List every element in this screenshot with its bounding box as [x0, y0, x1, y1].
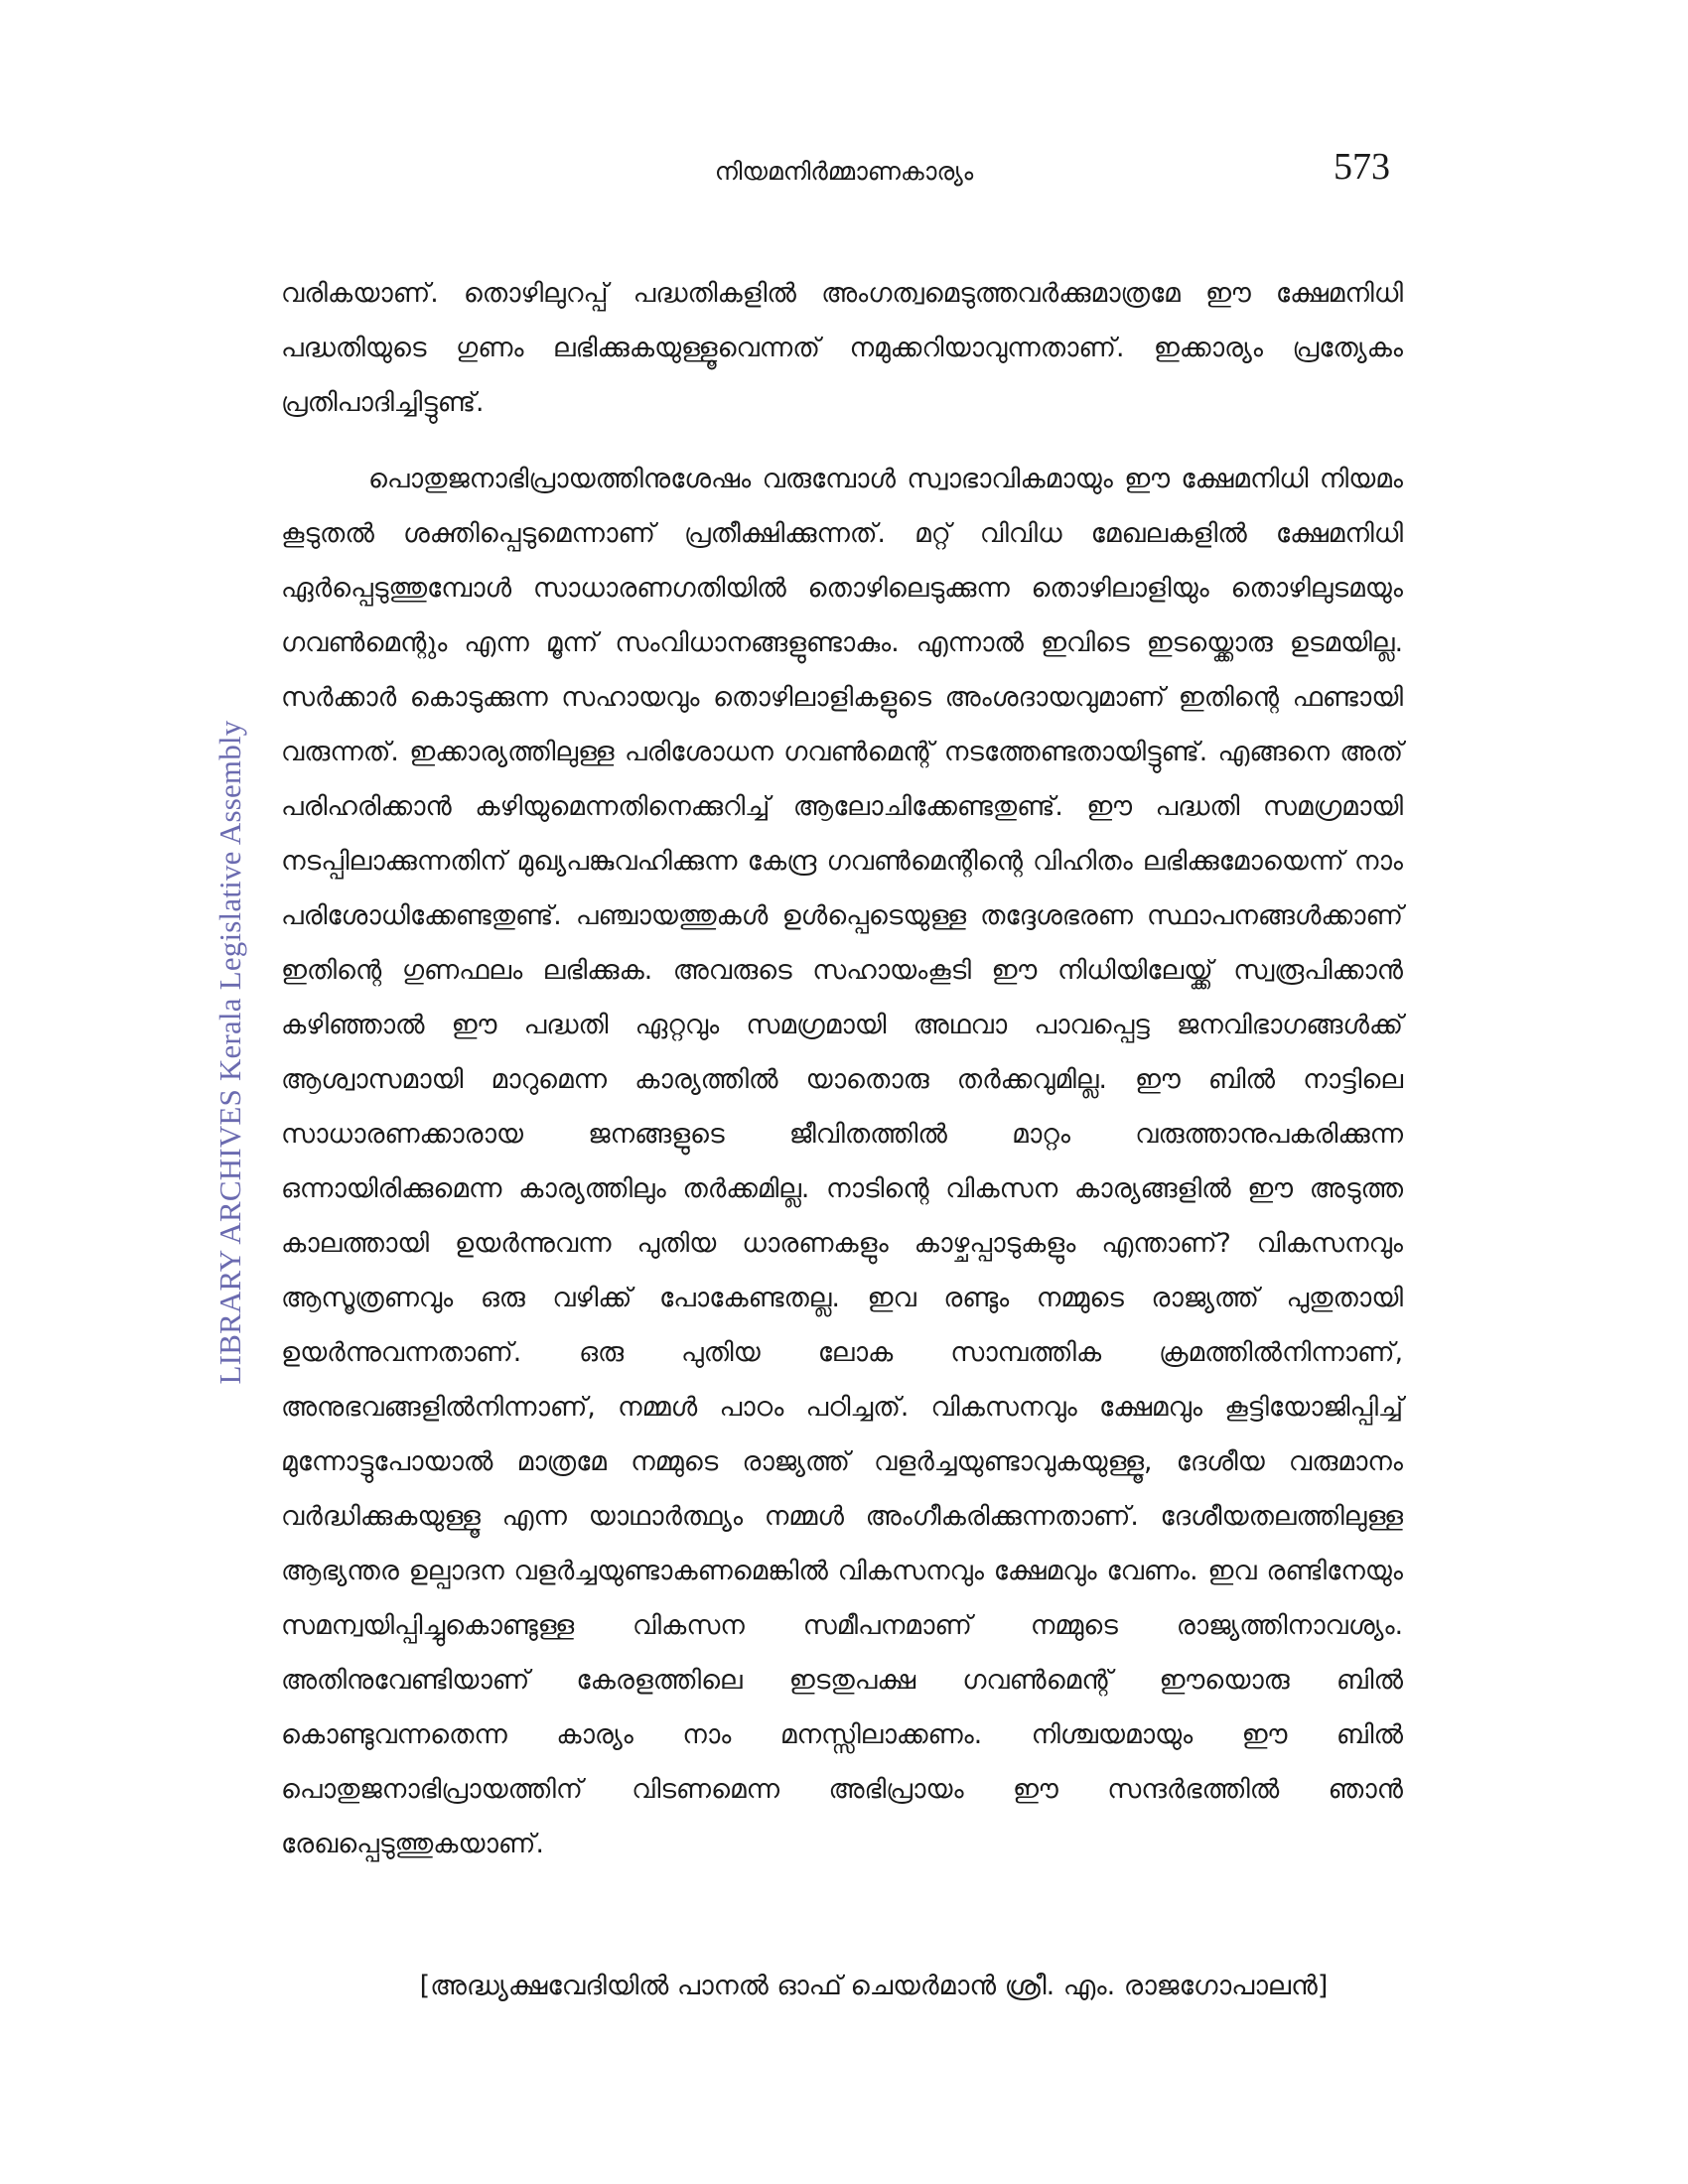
chair-note: [അദ്ധ്യക്ഷവേദിയിൽ പാനൽ ഓഫ് ചെയർമാൻ ശ്രീ. എം. രാജഗോപാലൻ] [419, 1971, 1329, 2001]
body-text [281, 266, 1403, 1871]
running-header-title: നിയമനിർമ്മാണകാര്യം [714, 157, 974, 186]
page-number: 573 [1334, 146, 1390, 188]
paragraph-1: വരികയാണ്. തൊഴിലുറപ്പ് പദ്ധതികളിൽ അംഗത്വമെടുത്തവർക്കുമാത്രമേ ഈ ക്ഷേമനിധി പദ്ധതിയുടെ ഗുണം ലഭിക്കുകയുള്ളൂവെന്നത് നമുക്കറിയാവുന്നതാണ്. ഇക്കാര്യം പ്രത്യേകം പ്രതിപാദിച്ചിട്ടുണ്ട്. [281, 278, 1403, 418]
paragraph-2: പൊതുജനാഭിപ്രായത്തിനുശേഷം വരുമ്പോൾ സ്വാഭാവികമായും ഈ ക്ഷേമനിധി നിയമം കൂടുതൽ ശക്തിപ്പെടുമെന്നാണ് പ്രതീക്ഷിക്കുന്നത്. മറ്റ് വിവിധ മേഖലകളിൽ ക്ഷേമനിധി ഏർപ്പെടുത്തുമ്പോൾ സാധാരണഗതിയിൽ തൊഴിലെടുക്കുന്ന തൊഴിലാളിയും തൊഴിലുടമയും ഗവൺമെന്റും എന്ന മൂന്ന് സംവിധാനങ്ങളുണ്ടാകും. എന്നാൽ ഇവിടെ ഇടയ്ക്കൊരു ഉടമയില്ല. സർക്കാർ കൊടുക്കുന്ന സഹായവും തൊഴിലാളികളുടെ അംശദായവുമാണ് ഇതിന്റെ ഫണ്ടായി വരുന്നത്. ഇക്കാര്യത്തിലുള്ള പരിശോധന ഗവൺമെന്റ് നടത്തേണ്ടതായിട്ടുണ്ട്. എങ്ങനെ അത് പരിഹരിക്കാൻ കഴിയുമെന്നതിനെക്കുറിച്ച് ആലോചിക്കേണ്ടതുണ്ട്. ഈ പദ്ധതി സമഗ്രമായി നടപ്പിലാക്കുന്നതിന് മുഖ്യപങ്കുവഹിക്കുന്ന കേന്ദ്ര ഗവൺമെന്റിന്റെ വിഹിതം ലഭിക്കുമോയെന്ന് നാം പരിശോധിക്കേണ്ടതുണ്ട്. പഞ്ചായത്തുകൾ ഉൾപ്പെടെയുള്ള തദ്ദേശഭരണ സ്ഥാപനങ്ങൾക്കാണ് ഇതിന്റെ ഗുണഫലം ലഭിക്കുക. അവരുടെ സഹായംകൂടി ഈ നിധിയിലേയ്ക്ക് സ്വരൂപിക്കാൻ കഴിഞ്ഞാൽ ഈ പദ്ധതി ഏറ്റവും സമഗ്രമായി അഥവാ പാവപ്പെട്ട ജനവിഭാഗങ്ങൾക്ക് ആശ്വാസമായി മാറുമെന്ന കാര്യത്തിൽ യാതൊരു തർക്കവുമില്ല. ഈ ബിൽ നാട്ടിലെ സാധാരണക്കാരായ ജനങ്ങളുടെ ജീവിതത്തിൽ മാറ്റം വരുത്താനുപകരിക്കുന്ന ഒന്നായിരിക്കുമെന്ന കാര്യത്തിലും തർക്കമില്ല. നാടിന്റെ വികസന കാര്യങ്ങളിൽ ഈ അടുത്ത കാലത്തായി ഉയർന്നുവന്ന പുതിയ ധാരണകളും കാഴ്ചപ്പാടുകളും എന്താണ്? വികസനവും ആസൂത്രണവും ഒരു വഴിക്ക് പോകേണ്ടതല്ല. ഇവ രണ്ടും നമ്മുടെ രാജ്യത്ത് പുതുതായി ഉയർന്നുവന്നതാണ്. ഒരു പുതിയ ലോക സാമ്പത്തിക ക്രമത്തിൽനിന്നാണ്, അനുഭവങ്ങളിൽനിന്നാണ്, നമ്മൾ പാഠം പഠിച്ചത്. വികസനവും ക്ഷേമവും കൂട്ടിയോജിപ്പിച്ച് മുന്നോട്ടുപോയാൽ മാത്രമേ നമ്മുടെ രാജ്യത്ത് വളർച്ചയുണ്ടാവുകയുള്ളൂ, ദേശീയ വരുമാനം വർദ്ധിക്കുകയുള്ളൂ എന്ന യാഥാർത്ഥ്യം നമ്മൾ അംഗീകരിക്കുന്നതാണ്. ദേശീയതലത്തിലുള്ള ആഭ്യന്തര ഉല്പാദന വളർച്ചയുണ്ടാകണമെങ്കിൽ വികസനവും ക്ഷേമവും വേണം. ഇവ രണ്ടിനേയും സമന്വയിപ്പിച്ചുകൊണ്ടുള്ള വികസന സമീപനമാണ് നമ്മുടെ രാജ്യത്തിനാവശ്യം. അതിനുവേണ്ടിയാണ് കേരളത്തിലെ ഇടതുപക്ഷ ഗവൺമെന്റ് ഈയൊരു ബിൽ കൊണ്ടുവന്നതെന്ന കാര്യം നാം മനസ്സിലാക്കണം. നിശ്ചയമായും ഈ ബിൽ പൊതുജനാഭിപ്രായത്തിന് വിടണമെന്ന അഭിപ്രായം ഈ സന്ദർഭത്തിൽ ഞാൻ രേഖപ്പെടുത്തുകയാണ്. [281, 464, 1403, 1859]
archive-watermark: LIBRARY ARCHIVES Kerala Legislative Assembly [212, 720, 247, 1385]
